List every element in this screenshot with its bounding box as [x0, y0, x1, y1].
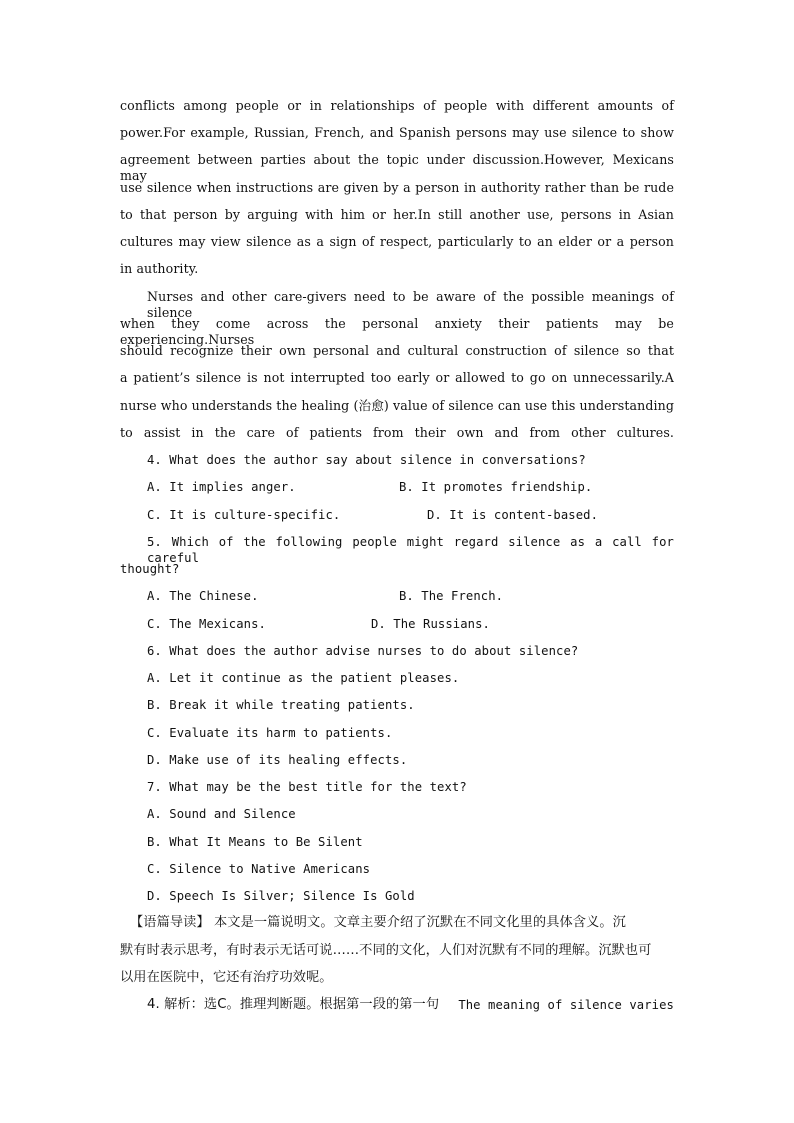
passage-line: in authority. [120, 261, 199, 276]
option-b: B. What It Means to Be Silent [147, 835, 363, 849]
passage-line: power.For example, Russian, French, and Spanish persons may use silence to show [120, 125, 674, 140]
question-stem: 5. Which of the following people might regard silence as a call for careful [147, 535, 674, 565]
passage-line: when they come across the personal anxiety their patients may be experiencing.Nurses [120, 316, 674, 347]
passage-line: conflicts among people or in relationships of people with different amounts of [120, 98, 674, 113]
analysis-text: 4. 解析：选C。推理判断题。根据第一段的第一句 [147, 997, 440, 1012]
option-c: C. It is culture-specific. [147, 508, 341, 522]
question-stem-cont: thought? [120, 562, 180, 576]
passage-line: nurse who understands the healing (治愈) value of silence can use this understanding [120, 398, 674, 413]
option-a: A. Let it continue as the patient pleases. [147, 671, 460, 685]
option-d: D. Speech Is Silver; Silence Is Gold [147, 889, 415, 903]
analysis-quote: The meaning of silence varies [458, 998, 674, 1012]
option-a: A. The Chinese. [147, 589, 259, 603]
question-stem: 6. What does the author advise nurses to do about silence? [147, 644, 579, 658]
option-c: C. The Mexicans. [147, 617, 266, 631]
option-d: D. It is content-based. [427, 508, 599, 522]
analysis-line [147, 997, 674, 1013]
question-stem: 4. What does the author say about silence in conversations? [147, 453, 586, 467]
passage-line: use silence when instructions are given by a person in authority rather than be rude [120, 180, 674, 195]
option-d: D. Make use of its healing effects. [147, 753, 408, 767]
option-b: B. Break it while treating patients. [147, 698, 415, 712]
passage-line: cultures may view silence as a sign of respect, particularly to an elder or a person [120, 234, 674, 249]
option-d: D. The Russians. [371, 617, 490, 631]
passage-line: to that person by arguing with him or her.In still another use, persons in Asian [120, 207, 674, 222]
passage-line: should recognize their own personal and cultural construction of silence so that [120, 343, 674, 358]
reading-guide-cont: 默有时表示思考，有时表示无话可说……不同的文化，人们对沉默有不同的理解。沉默也可 [120, 943, 652, 958]
option-b: B. The French. [399, 589, 504, 603]
option-c: C. Silence to Native Americans [147, 862, 371, 876]
option-b: B. It promotes friendship. [399, 480, 593, 494]
reading-guide-cont: 以用在医院中，它还有治疗功效呢。 [120, 970, 333, 985]
passage-line: to assist in the care of patients from their own and from other cultures. [120, 425, 674, 440]
reading-guide: 【语篇导读】 本文是一篇说明文。文章主要介绍了沉默在不同文化里的具体含义。沉 [130, 915, 626, 930]
passage-line: Nurses and other care-givers need to be aware of the possible meanings of silence [147, 289, 674, 320]
option-c: C. Evaluate its harm to patients. [147, 726, 393, 740]
option-a: A. It implies anger. [147, 480, 296, 494]
question-stem: 7. What may be the best title for the text? [147, 780, 467, 794]
passage-line: a patient’s silence is not interrupted too early or allowed to go on unnecessarily.A [120, 370, 674, 385]
option-a: A. Sound and Silence [147, 807, 296, 821]
passage-line: agreement between parties about the topic under discussion.However, Mexicans may [120, 152, 674, 183]
